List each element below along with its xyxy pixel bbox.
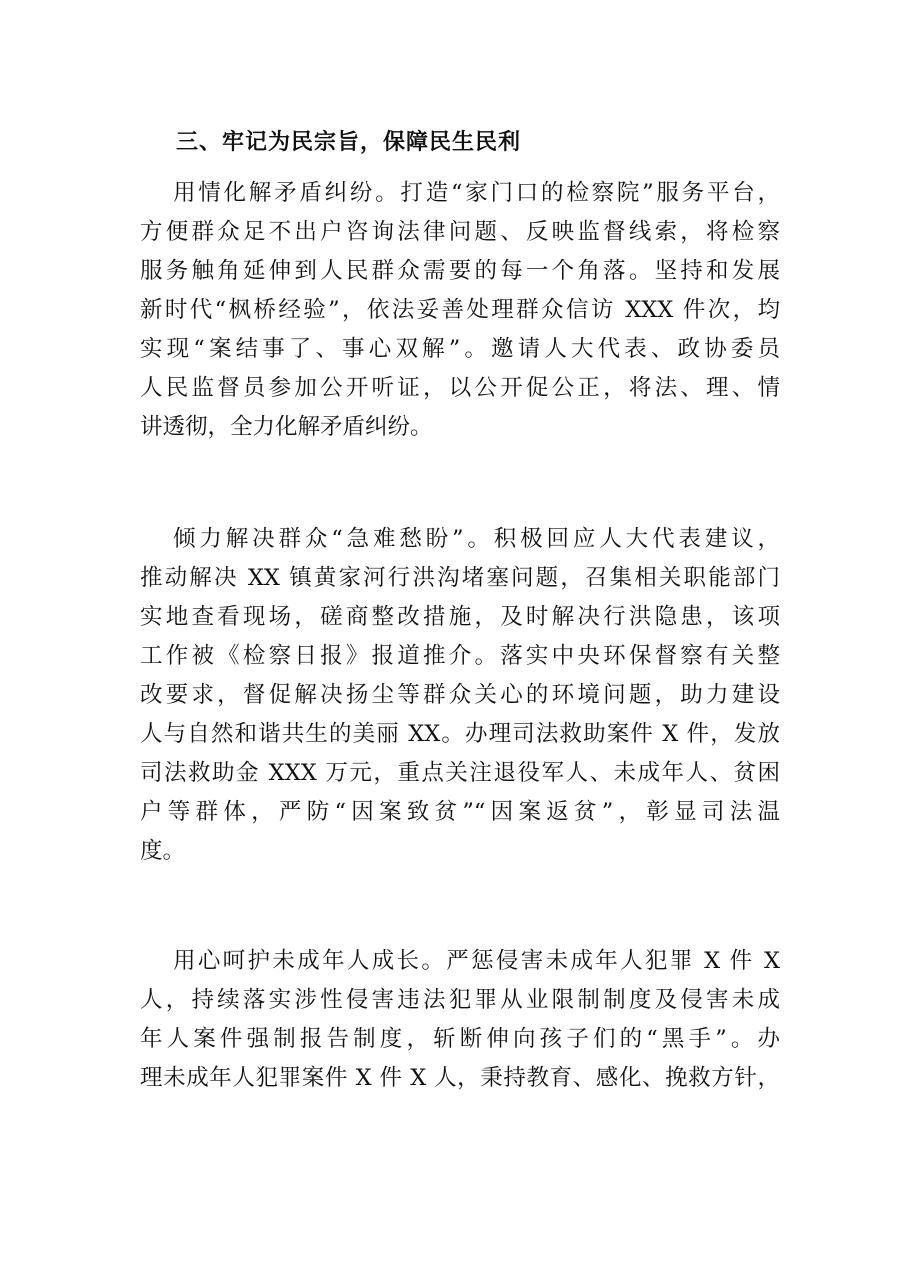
paragraph-line: 用情化解矛盾纠纷。打造“家门口的检察院”服务平台， bbox=[173, 180, 780, 206]
paragraph-resolve-disputes bbox=[140, 174, 780, 447]
paragraph-line: 年人案件强制报告制度，斩断伸向孩子们的“黑手”。办 bbox=[140, 1026, 780, 1052]
paragraph-solve-urgent-needs bbox=[140, 520, 780, 871]
paragraph-line: 讲透彻，全力化解矛盾纠纷。 bbox=[140, 414, 433, 440]
paragraph-line: 推动解决 XX 镇黄家河行洪沟堵塞问题，召集相关职能部门 bbox=[140, 565, 780, 591]
paragraph-line: 人民监督员参加公开听证，以公开促公正，将法、理、情 bbox=[140, 375, 780, 401]
paragraph-line: 服务触角延伸到人民群众需要的每一个角落。坚持和发展 bbox=[140, 258, 780, 284]
paragraph-line: 户等群体，严防“因案致贫”“因案返贫”，彰显司法温 bbox=[140, 799, 780, 825]
paragraph-line: 司法救助金 XXX 万元，重点关注退役军人、未成年人、贫困 bbox=[140, 760, 780, 786]
paragraph-line: 用心呵护未成年人成长。严惩侵害未成年人犯罪 X 件 X bbox=[173, 948, 780, 974]
paragraph-line: 工作被《检察日报》报道推介。落实中央环保督察有关整 bbox=[140, 643, 780, 669]
paragraph-line: 实地查看现场，磋商整改措施，及时解决行洪隐患，该项 bbox=[140, 604, 780, 630]
paragraph-line: 人，持续落实涉性侵害违法犯罪从业限制制度及侵害未成 bbox=[140, 987, 780, 1013]
paragraph-line: 方便群众足不出户咨询法律问题、反映监督线索，将检察 bbox=[140, 219, 780, 245]
paragraph-line: 人与自然和谐共生的美丽 XX。办理司法救助案件 X 件，发放 bbox=[140, 721, 780, 747]
paragraph-line: 实现“案结事了、事心双解”。邀请人大代表、政协委员 bbox=[140, 336, 780, 362]
section-heading: 三、牢记为民宗旨，保障民生民利 bbox=[176, 130, 522, 155]
paragraph-line: 新时代“枫桥经验”，依法妥善处理群众信访 XXX 件次，均 bbox=[140, 297, 780, 323]
paragraph-line: 改要求，督促解决扬尘等群众关心的环境问题，助力建设 bbox=[140, 682, 780, 708]
paragraph-line: 理未成年人犯罪案件 X 件 X 人，秉持教育、感化、挽救方针， bbox=[140, 1065, 780, 1091]
paragraph-line: 度。 bbox=[140, 838, 186, 864]
paragraph-protect-minors bbox=[140, 942, 780, 1098]
paragraph-line: 倾力解决群众“急难愁盼”。积极回应人大代表建议， bbox=[173, 526, 780, 552]
